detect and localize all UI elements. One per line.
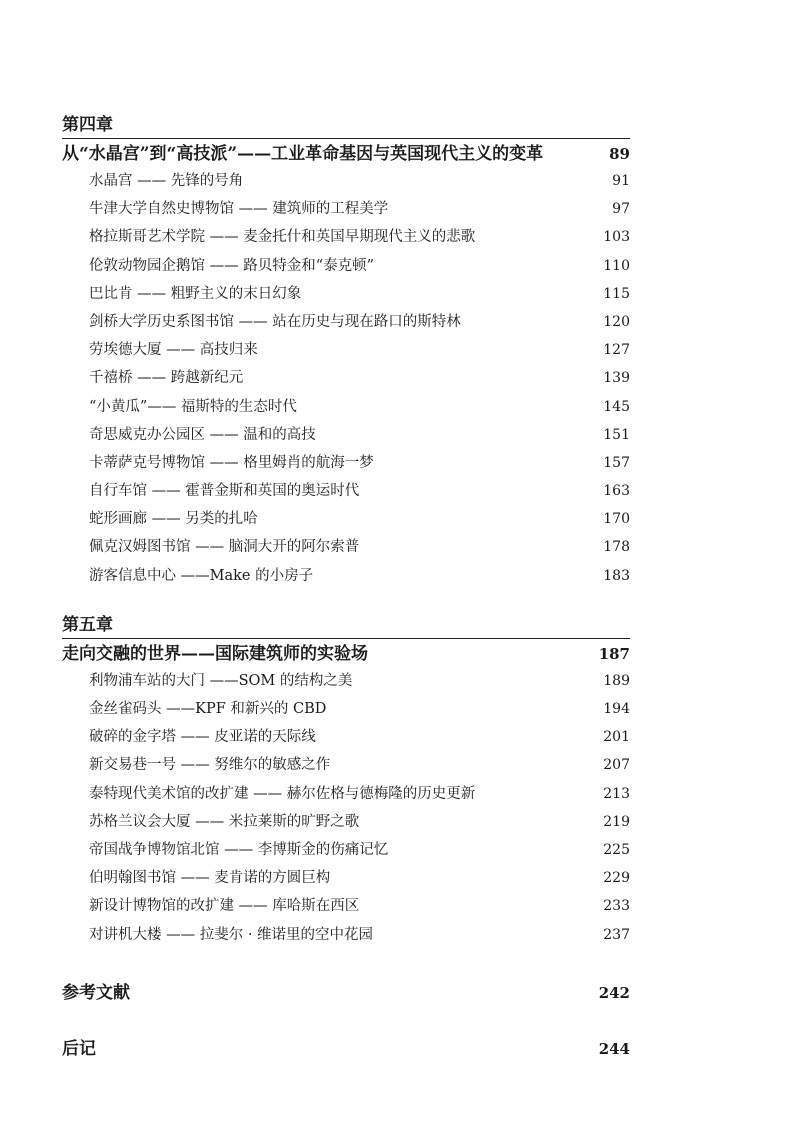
entry-page-number: 157 (603, 454, 630, 471)
entry-title: 牛津大学自然史博物馆 —— 建筑师的工程美学 (89, 201, 389, 218)
toc-entry[interactable] (62, 808, 630, 836)
toc-entry[interactable] (62, 667, 630, 695)
entry-title: 格拉斯哥艺术学院 —— 麦金托什和英国早期现代主义的悲歌 (89, 229, 476, 246)
entry-title: 对讲机大楼 —— 拉斐尔 · 维诺里的空中花园 (89, 926, 374, 943)
toc-entry[interactable] (62, 892, 630, 920)
entry-page-number: 207 (603, 757, 630, 774)
toc-entry[interactable] (62, 449, 630, 477)
toc-entry[interactable] (62, 533, 630, 561)
entry-page-number: 127 (603, 342, 630, 359)
toc-entry[interactable] (62, 364, 630, 392)
entry-page-number: 219 (603, 813, 630, 830)
entry-title: 游客信息中心 ——Make 的小房子 (89, 567, 314, 584)
entry-page-number: 97 (612, 201, 630, 218)
references-title: 参考文献 (62, 982, 130, 1003)
toc-entry[interactable] (62, 751, 630, 779)
entry-page-number: 178 (603, 539, 630, 556)
entry-page-number: 139 (603, 370, 630, 387)
entry-title: 帝国战争博物馆北馆 —— 李博斯金的伤痛记忆 (89, 841, 389, 858)
entry-title: 蛇形画廊 —— 另类的扎哈 (89, 511, 258, 528)
toc-entry[interactable] (62, 167, 630, 195)
entry-title: 自行车馆 —— 霍普金斯和英国的奥运时代 (89, 483, 360, 500)
entry-title: 剑桥大学历史系图书馆 —— 站在历史与现在路口的斯特林 (89, 313, 461, 330)
entry-page-number: 91 (612, 173, 630, 189)
references-page-number: 242 (598, 983, 630, 1002)
entry-page-number: 194 (603, 701, 630, 717)
entry-title: 破碎的金字塔 —— 皮亚诺的天际线 (89, 729, 316, 746)
entry-page-number: 213 (603, 785, 630, 802)
chapter-title-row[interactable] (62, 638, 630, 667)
toc-entry[interactable] (62, 336, 630, 364)
chapter-4-entries (62, 167, 630, 590)
entry-title: 奇思威克办公园区 —— 温和的高技 (89, 426, 316, 443)
entry-title: 新设计博物馆的改扩建 —— 库哈斯在西区 (89, 898, 360, 915)
entry-page-number: 183 (603, 567, 630, 584)
chapter-title: 走向交融的世界——国际建筑师的实验场 (62, 643, 368, 664)
entry-page-number: 225 (603, 841, 630, 858)
entry-title: 伦敦动物园企鹅馆 —— 路贝特金和“泰克顿” (89, 257, 375, 274)
chapter-title: 从“水晶宫”到“高技派”——工业革命基因与英国现代主义的变革 (62, 144, 544, 164)
chapter-number: 第五章 (62, 614, 113, 635)
chapter-page-number: 187 (598, 644, 630, 663)
entry-page-number: 115 (603, 285, 630, 302)
afterword-page-number: 244 (598, 1039, 630, 1058)
entry-title: 水晶宫 —— 先锋的号角 (89, 173, 244, 189)
entry-page-number: 170 (603, 511, 630, 528)
chapter-page-number: 89 (609, 145, 630, 163)
chapter-4 (62, 112, 630, 590)
afterword-entry[interactable] (62, 1035, 630, 1063)
entry-title: 千禧桥 —— 跨越新纪元 (89, 370, 244, 387)
entry-title: 劳埃德大厦 —— 高技归来 (89, 342, 258, 359)
toc-entry[interactable] (62, 921, 630, 949)
chapter-5-entries (62, 667, 630, 949)
entry-page-number: 201 (603, 729, 630, 746)
entry-page-number: 103 (603, 229, 630, 246)
entry-page-number: 151 (603, 426, 630, 443)
toc-entry[interactable] (62, 280, 630, 308)
toc-entry[interactable] (62, 477, 630, 505)
toc-entry[interactable] (62, 308, 630, 336)
entry-title: 卡蒂萨克号博物馆 —— 格里姆肖的航海一梦 (89, 454, 374, 471)
entry-title: 新交易巷一号 —— 努维尔的敏感之作 (89, 757, 331, 774)
entry-page-number: 145 (603, 398, 630, 415)
toc-entry[interactable] (62, 836, 630, 864)
entry-page-number: 163 (603, 483, 630, 500)
toc-entry[interactable] (62, 864, 630, 892)
entry-page-number: 120 (603, 313, 630, 330)
entry-title: 佩克汉姆图书馆 —— 脑洞大开的阿尔索普 (89, 539, 360, 556)
afterword-title: 后记 (62, 1038, 96, 1059)
entry-page-number: 189 (603, 672, 630, 689)
references-entry[interactable] (62, 979, 630, 1007)
toc-entry[interactable] (62, 195, 630, 223)
entry-title: 金丝雀码头 ——KPF 和新兴的 CBD (89, 701, 327, 717)
table-of-contents (62, 112, 630, 1063)
toc-entry[interactable] (62, 223, 630, 251)
toc-entry[interactable] (62, 421, 630, 449)
toc-entry[interactable] (62, 780, 630, 808)
entry-page-number: 110 (603, 257, 630, 274)
toc-entry[interactable] (62, 723, 630, 751)
entry-title: 泰特现代美术馆的改扩建 —— 赫尔佐格与德梅隆的历史更新 (89, 785, 476, 802)
entry-title: 巴比肯 —— 粗野主义的末日幻象 (89, 285, 302, 302)
chapter-title-row[interactable] (62, 138, 630, 167)
chapter-5 (62, 612, 630, 949)
entry-page-number: 233 (603, 898, 630, 915)
entry-title: “小黄瓜”—— 福斯特的生态时代 (89, 398, 297, 415)
toc-entry[interactable] (62, 505, 630, 533)
toc-entry[interactable] (62, 562, 630, 590)
entry-title: 伯明翰图书馆 —— 麦肯诺的方圆巨构 (89, 870, 331, 887)
entry-title: 利物浦车站的大门 ——SOM 的结构之美 (89, 672, 353, 689)
entry-title: 苏格兰议会大厦 —— 米拉莱斯的旷野之歌 (89, 813, 360, 830)
toc-entry[interactable] (62, 252, 630, 280)
entry-page-number: 229 (603, 870, 630, 887)
entry-page-number: 237 (603, 926, 630, 943)
toc-entry[interactable] (62, 393, 630, 421)
chapter-number: 第四章 (62, 115, 113, 135)
toc-entry[interactable] (62, 695, 630, 723)
